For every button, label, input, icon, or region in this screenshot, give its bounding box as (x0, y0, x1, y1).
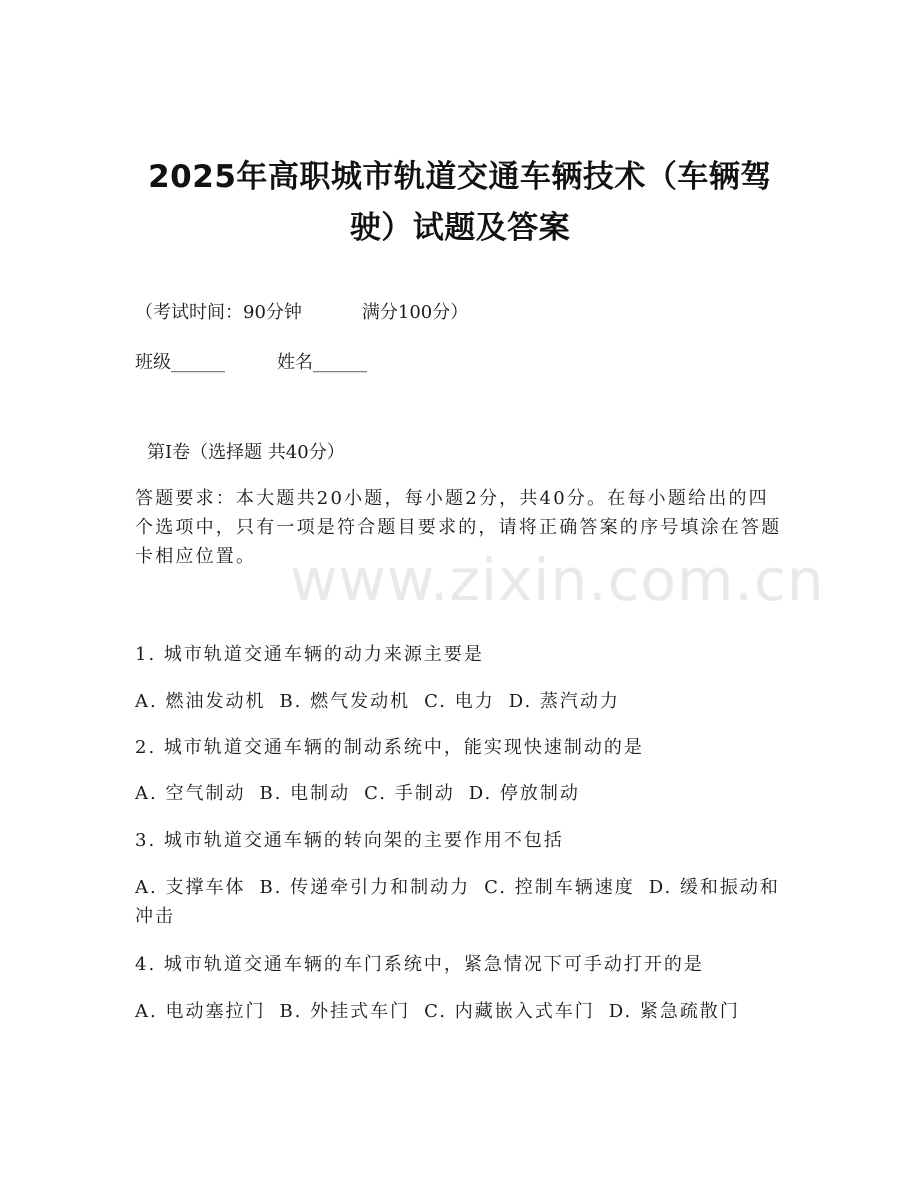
question-1-options (135, 688, 634, 716)
option-b: B. 传递牵引力和制动力 (259, 877, 471, 898)
watermark: www.zixin.com.cn (290, 546, 825, 614)
question-2-options (135, 780, 594, 808)
question-3-stem: 3. 城市轨道交通车辆的转向架的主要作用不包括 (135, 830, 564, 851)
section-heading: 第I卷（选择题 共40分） (147, 442, 345, 463)
option-c: C. 电力 (424, 691, 495, 712)
name-field-label: 姓名______ (277, 352, 367, 373)
exam-info (135, 299, 468, 327)
option-d: D. 蒸汽动力 (508, 691, 620, 712)
option-a: A. 支撑车体 (135, 877, 246, 898)
option-b: B. 燃气发动机 (279, 691, 411, 712)
exam-time: （考试时间：90分钟 (135, 302, 302, 323)
document-title-line-2: 驶）试题及答案 (349, 210, 571, 246)
option-d: D. 紧急疏散门 (608, 1001, 740, 1022)
option-c: C. 控制车辆速度 (484, 877, 635, 898)
option-a: A. 燃油发动机 (135, 691, 266, 712)
option-c: C. 内藏嵌入式车门 (424, 1001, 595, 1022)
option-b: B. 电制动 (259, 783, 351, 804)
question-4-stem: 4. 城市轨道交通车辆的车门系统中，紧急情况下可手动打开的是 (135, 954, 704, 975)
option-d: D. 停放制动 (468, 783, 580, 804)
exam-full-score: 满分100分） (361, 302, 469, 323)
option-a: A. 空气制动 (135, 783, 246, 804)
option-c: C. 手制动 (364, 783, 455, 804)
question-2-stem: 2. 城市轨道交通车辆的制动系统中，能实现快速制动的是 (135, 737, 644, 758)
student-info (135, 349, 367, 377)
class-field-label: 班级______ (135, 352, 225, 373)
option-b: B. 外挂式车门 (279, 1001, 411, 1022)
document-title-line-1: 2025年高职城市轨道交通车辆技术（车辆驾 (148, 159, 772, 195)
question-1-stem: 1. 城市轨道交通车辆的动力来源主要是 (135, 644, 484, 665)
question-3-options (135, 873, 795, 931)
option-a: A. 电动塞拉门 (135, 1001, 266, 1022)
section-instructions: 答题要求：本大题共20小题，每小题2分，共40分。在每小题给出的四个选项中，只有一项是符合题目要求的，请将正确答案的序号填涂在答题卡相应位置。 (135, 488, 782, 567)
question-4-options (135, 997, 795, 1026)
option-d: D. 缓和振动和冲击 (135, 877, 780, 927)
